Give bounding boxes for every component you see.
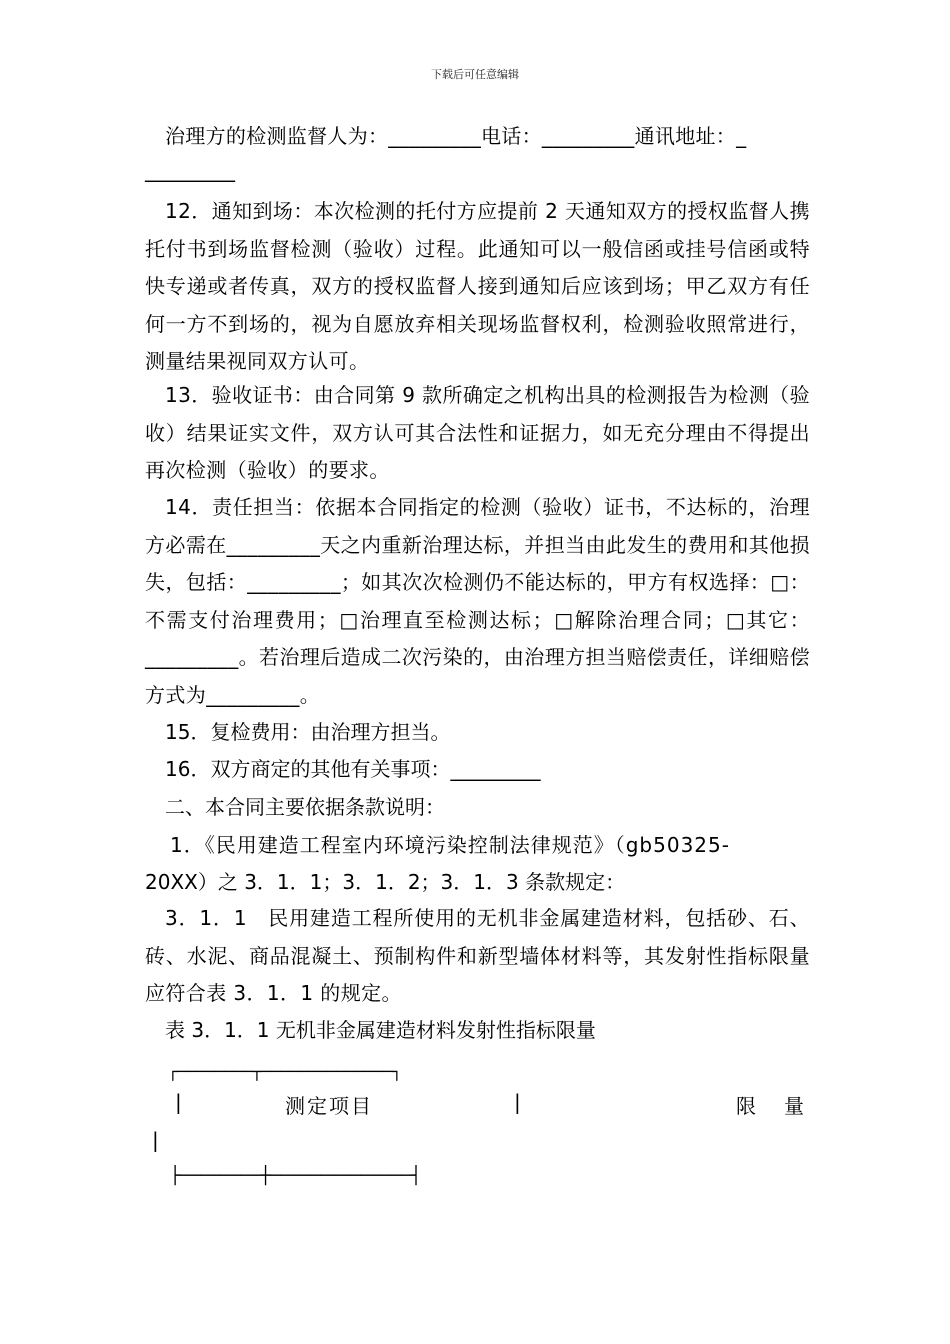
- reference-1-line2: 20XX）之 3．1．1；3．1．2；3．1．3 条款规定：: [145, 870, 626, 894]
- paragraph-supervisor-line2: _________: [145, 158, 235, 182]
- clause-12-notice: 12．通知到场：本次检测的托付方应提前 2 天通知双方的授权监督人携托付书到场监督检测（验收）过程。此通知可以一般信函或挂号信函或特快专递或者传真，双方的授权监督人接到通知后应该到场；甲乙双方有任何一方不到场的，视为自愿放弃相关现场监督权利，检测验收照常进行，测量结果视同双方认可。: [145, 199, 810, 373]
- page-header: 下载后可任意编辑: [431, 68, 519, 81]
- paragraph-supervisor-line1: 治理方的检测监督人为：_________电话：_________通讯地址：_: [165, 124, 747, 148]
- reference-1-line1: 1．《民用建造工程室内环境污染控制法律规范》（gb50325-: [170, 833, 730, 857]
- clause-3-1-1: 3．1．1 民用建造工程所使用的无机非金属建造材料，包括砂、石、砖、水泥、商品混凝土、预制构件和新型墙体材料等，其发射性指标限量应符合表 3．1．1 的规定。: [145, 906, 810, 1005]
- table-bar-left: |: [175, 1090, 182, 1114]
- table-top-border: ┌────────┬──────────────┐: [168, 1062, 402, 1081]
- table-caption: 表 3．1．1 无机非金属建造材料发射性指标限量: [165, 1018, 596, 1042]
- table-bottom-border: ├────────┼──────────────┤: [170, 1166, 421, 1186]
- table-bar-outer: |: [152, 1128, 159, 1152]
- table-header-item: 测定项目: [285, 1094, 373, 1118]
- clause-16-other-matters: 16．双方商定的其他有关事项：_________: [165, 757, 541, 781]
- section-2-heading: 二、本合同主要依据条款说明：: [165, 795, 445, 819]
- clause-13-certificate: 13．验收证书：由合同第 9 款所确定之机构出具的检测报告为检测（验收）结果证实文件，双方认可其合法性和证据力，如无充分理由不得提出再次检测（验收）的要求。: [145, 383, 810, 482]
- table-header-limit: 限 量: [736, 1094, 808, 1118]
- table-bar-middle: |: [514, 1090, 521, 1114]
- clause-14-responsibility: 14．责任担当：依据本合同指定的检测（验收）证书，不达标的，治理方必需在_________天之内重新治理达标，并担当由此发生的费用和其他损失，包括：_________；如其次次检测仍不能达标的，甲方有权选择：□：不需支付治理费用；□治理直至检测达标；□解除治理合同；□其它：_________。若治理后造成二次污染的，由治理方担当赔偿责任，详细赔偿方式为_________。: [145, 495, 810, 707]
- clause-15-reinspection: 15．复检费用：由治理方担当。: [165, 720, 451, 744]
